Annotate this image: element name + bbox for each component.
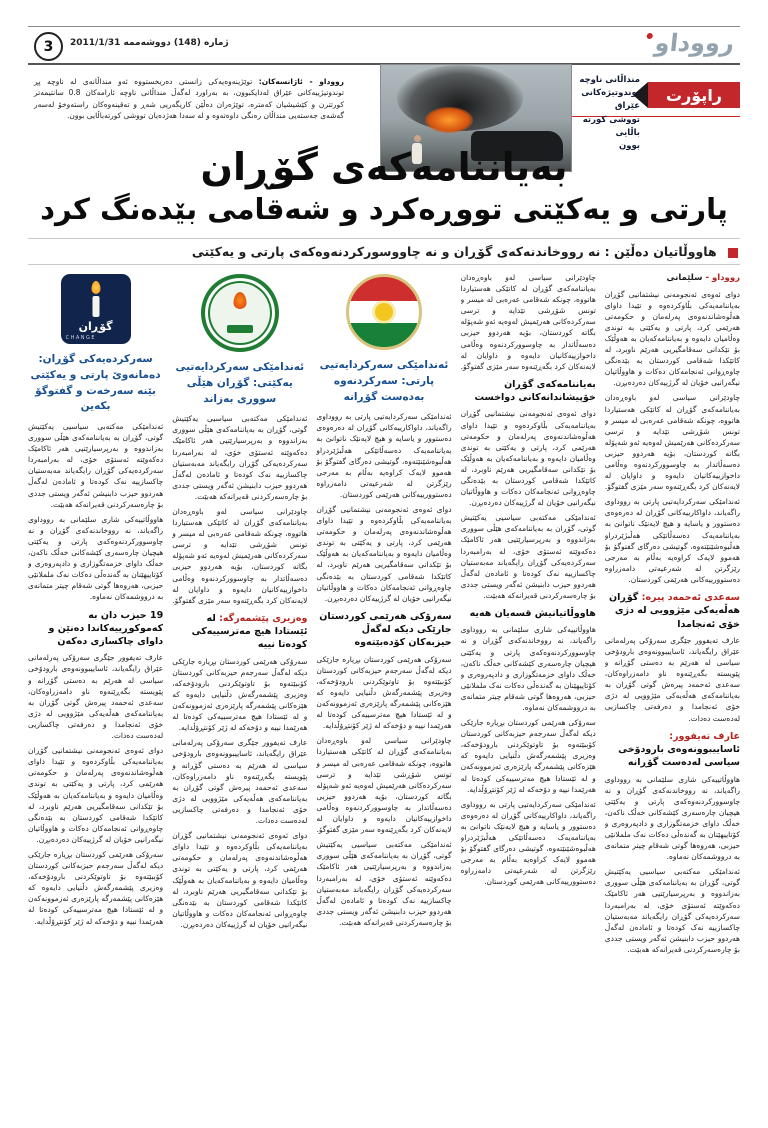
teaser-line: منداڵانی ناوچە <box>579 75 640 85</box>
body-paragraph: سەرۆکی هەرێمی کوردستان بڕیارە جارێکی دیکە لەگەڵ سەرجەم حیزبەکانی کوردستان کۆببێتەوە بۆ تاوتوێکردنی بارودۆخەکە، وەزیری پێشمەرگەش دڵنیایی دایەوە کە هێزەکانی پێشمەرگە پارێزەری ئەزموونەکەن و لە ئێستادا هیچ مەترسییەکی کودەتا لە هەرێمدا نییە و دۆخەکە لە ژێر کۆنتڕۆڵدایە. <box>172 656 308 733</box>
torch-base-shape <box>227 325 253 333</box>
body-paragraph: دوای ئەوەی ئەنجومەنی نیشتمانیی گۆڕان بەیاننامەیەکی بڵاوکردەوە و تێیدا داوای هەڵوەشاندنەوەی پەرلەمان و حکومەتی هەرێمی کرد، پارتی و یەکێتی بە توندی وەڵامیان دایەوە و بەیاننامەکەیان بە هەوڵێک بۆ تێکدانی سەقامگیریی هەرێم ناوبرد، لە کاتێکدا شەقامی کوردستان بە بێدەنگی چاوەڕوانی ئەنجامەکان دەکات و هاووڵاتیان نیگەرانیی خۆیان لە گرژییەکان دەردەبڕن. <box>28 746 164 844</box>
section-header-president: سەرۆکی هەرێمی کوردستان جارێکی دیکە لەگەڵ حیزبەکان کۆدەبێتەوە <box>319 610 452 649</box>
report-teaser <box>572 74 640 153</box>
body-paragraph: عارف تەیفوور جێگری سەرۆکی پەرلەمانی عێراق رایگەیاند، ئاساییبوونەوەی بارودۆخی سیاسی لە هەرێم بە دەستی گۆڕانە و پێویستە بگەڕێنەوە ناو دامەزراوەکان، سەعدی ئەحمەد پیرەش گوتی گۆڕان بە بەیاننامەکەی هەڵەیەکی مێژوویی لە دژی خۆی ئەنجامدا و دەرفەتی چاکسازیی لەدەست دەدات. <box>28 653 164 741</box>
main-headline-line1: بەیاننامەکەی گۆڕان <box>200 145 568 189</box>
person-head <box>414 135 421 142</box>
flame-icon <box>233 292 246 309</box>
dateline-source: رووداو - <box>705 273 740 283</box>
body-paragraph: سەرۆکی هەرێمی کوردستان بڕیارە جارێکی دیکە لەگەڵ سەرجەم حیزبەکانی کوردستان کۆببێتەوە بۆ تاوتوێکردنی بارودۆخەکە، وەزیری پێشمەرگەش دڵنیایی دایەوە کە هێزەکانی پێشمەرگە پارێزەری ئەزموونەکەن و لە ئێستادا هیچ مەترسییەکی کودەتا لە هەرێمدا نییە و دۆخەکە لە ژێر کۆنتڕۆڵدایە. <box>28 849 164 926</box>
teaser-line: توندوتیژەکانی عێراق <box>581 88 640 112</box>
red-square-bullet <box>728 248 738 258</box>
deck-text: هاووڵاتیان دەڵێن : نە رووخاندنەکەی گۆڕان و نە چاووسورکردنەوەکەی پارتی و یەکێتی <box>191 244 717 259</box>
main-headline-line2: پارتی و یەکێتی تووڕەکرد و شەقامی بێدەنگ کرد <box>40 191 728 226</box>
section-header-parties: 19 حیزب دان بە کەموکوڕییەکاندا دەنێن و داوای چاکسازی دەکەن <box>48 609 164 648</box>
body-paragraph: چاودێرانی سیاسی لەو باوەڕەدان بەیاننامەکەی گۆڕان لە کاتێکی هەستیاردا هاتووە، چونکە شەقامی عەرەبی لە میسر و تونس شۆڕشی تێدایە و ترسی سەرکردەکانی هەرێمیش لەوەیە ئەو شەپۆلە بگاتە کوردستان، بۆیە هەردوو حیزبی دەسەڵاتدار بە چاوسوورکردنەوە وەڵامی داخوازییەکانیان دایەوە و داوایان لە لایەنەکان کرد بگەڕێنەوە سەر مێزی گفتوگۆ. <box>460 273 596 371</box>
page-number: 3 <box>34 32 63 61</box>
section-header-statement: بەیاننامەکەی گۆڕان خۆپیشاندانەکانی دواخست <box>474 378 596 404</box>
caption-text: توێژینەوەیەکی زانستی دەریخستووە ئەو منداڵانەی لە ناوچە پڕ توندوتیژییەکانی عێراق لەدایکبوون، بە بەراورد لەگەڵ منداڵانی ناوچە ئارامەکان 0.8 سانتیمەتر کورتترن و کێشیشیان کەمترە، توێژەران دەڵێن کاریگەریی شەڕ و تەقینەوەکان راستەوخۆ لەسەر گەشەی جەستەیی منداڵان رەنگی داوەتەوە و لە سەدا هەژدەیان تووشی کورتەباڵایی بوون. <box>34 77 344 120</box>
kdp-party-logo <box>346 274 422 350</box>
body-paragraph: ئەندامێکی مەکتەبی سیاسیی یەکێتیش گوتی، گۆڕان بە بەیاننامەکەی هێڵی سووری بەزاندووە و بەرپرسیارێتیی هەر ئاکامێک دەکەوێتە ئەستۆی خۆی، لە بەرامبەردا سەرکردەیەکی گۆڕان رایگەیاند مەبەستیان چاکسازییە نەک کودەتا و ئامادەن لەگەڵ هەردوو حیزب دابنیشن ئەگەر ویستی جددی بۆ چارەسەرکردنی قەیرانەکە هەبێت. <box>28 422 164 509</box>
section-header-arif <box>605 730 740 770</box>
teaser-line: بوون <box>618 140 640 151</box>
header-text: ئاساییبوونەوەی بارودۆخی سیاسی لەدەست گۆڕانە <box>618 743 740 769</box>
body-paragraph: ئەندامێکی مەکتەبی سیاسیی یەکێتیش گوتی، گۆڕان بە بەیاننامەکەی هێڵی سووری بەزاندووە و بەرپرسیارێتیی هەر ئاکامێک دەکەوێتە ئەستۆی خۆی، لە بەرامبەردا سەرکردەیەکی گۆڕان رایگەیاند مەبەستیان چاکسازییە نەک کودەتا و ئامادەن لەگەڵ هەردوو حیزب دابنیشن ئەگەر ویستی جددی بۆ چارەسەرکردنی قەیرانەکە هەبێت. <box>316 840 452 927</box>
body-paragraph: ئەندامێکی سەرکردایەتیی پارتی بە رووداوی راگەیاند، داواکارییەکانی گۆڕان لە دەرەوەی دەستوور و یاسایە و هیچ لایەنێک ناتوانێ بە بەیاننامەیەک دەسەڵاتێکی هەڵبژێردراو هەڵبوەشێنێتەوە، گوتیشی دەرگای گفتوگۆ بۆ هەموو لایەک کراوەیە بەڵام بە مەرجی رێزگرتن لە شەرعیەتی دامەزراوە دەستوورییەکانی هەرێمی کوردستان. <box>604 497 740 584</box>
masthead <box>28 26 740 65</box>
speaker-name: وەزیری پێشمەرگە: <box>219 612 308 624</box>
section-header-saadi <box>605 591 740 631</box>
body-paragraph: هاووڵاتییەکی شاری سلێمانی بە رووداوی راگەیاند، نە رووخاندنەکەی گۆڕان و نە چاوسوورکردنەوەکەی پارتی و یەکێتی هیچیان چارەسەری کێشەکانی خەڵک ناکەن، خەڵک داوای خزمەتگوزاری و دادپەروەری و کۆتاییهێنان بە گەندەڵی دەکات نەک ململانێی حیزبی، هەروەها گوتی شەقام چیتر متمانەی بە درووشمەکان نەماوە. <box>28 514 164 602</box>
body-paragraph: عارف تەیفوور جێگری سەرۆکی پەرلەمانی عێراق رایگەیاند، ئاساییبوونەوەی بارودۆخی سیاسی لە هەرێم بە دەستی گۆڕانە و پێویستە بگەڕێنەوە ناو دامەزراوەکان، سەعدی ئەحمەد پیرەش گوتی گۆڕان بە بەیاننامەکەی هەڵەیەکی مێژوویی لە دژی خۆی ئەنجامدا و دەرفەتی چاکسازیی لەدەست دەدات. <box>604 635 740 723</box>
puk-party-logo <box>201 274 279 352</box>
teaser-line: تووشی کورتە باڵایی <box>582 114 640 138</box>
candle-icon <box>92 296 99 317</box>
body-paragraph: ئەندامێکی مەکتەبی سیاسیی یەکێتیش گوتی، گۆڕان بە بەیاننامەکەی هێڵی سووری بەزاندووە و بەرپرسیارێتیی هەر ئاکامێک دەکەوێتە ئەستۆی خۆی، لە بەرامبەردا سەرکردەیەکی گۆڕان رایگەیاند مەبەستیان چاکسازییە نەک کودەتا و ئامادەن لەگەڵ هەردوو حیزب دابنیشن ئەگەر ویستی جددی بۆ چارەسەرکردنی قەیرانەکە هەبێت. <box>172 414 308 501</box>
column-1 <box>605 272 740 1108</box>
issue-date-line: ژمارە (148) دووشەممە 2011/1/31 <box>70 38 229 48</box>
body-paragraph: سەرۆکی هەرێمی کوردستان بڕیارە جارێکی دیکە لەگەڵ سەرجەم حیزبەکانی کوردستان کۆببێتەوە بۆ تاوتوێکردنی بارودۆخەکە، وەزیری پێشمەرگەش دڵنیایی دایەوە کە هێزەکانی پێشمەرگە پارێزەری ئەزموونەکەن و لە ئێستادا هیچ مەترسییەکی کودەتا لە هەرێمدا نییە و دۆخەکە لە ژێر کۆنتڕۆڵدایە. <box>460 718 596 794</box>
body-paragraph: دوای ئەوەی ئەنجومەنی نیشتمانیی گۆڕان بەیاننامەیەکی بڵاوکردەوە و تێیدا داوای هەڵوەشاندنەوەی پەرلەمان و حکومەتی هەرێمی کرد، پارتی و یەکێتی بە توندی وەڵامیان دایەوە و بەیاننامەکەیان بە هەوڵێک بۆ تێکدانی سەقامگیریی هەرێم ناوبرد، لە کاتێکدا شەقامی کوردستان بە بێدەنگی چاوەڕوانی ئەنجامەکان دەکات و هاووڵاتیان نیگەرانیی خۆیان لە گرژییەکان دەردەبڕن. <box>604 289 740 388</box>
headline-block <box>28 146 740 226</box>
body-paragraph: چاودێرانی سیاسی لەو باوەڕەدان بەیاننامەکەی گۆڕان لە کاتێکی هەستیاردا هاتووە، چونکە شەقامی عەرەبی لە میسر و تونس شۆڕشی تێدایە و ترسی سەرکردەکانی هەرێمیش لەوەیە ئەو شەپۆلە بگاتە کوردستان، بۆیە هەردوو حیزبی دەسەڵاتدار بە چاوسوورکردنەوە وەڵامی داخوازییەکانیان دایەوە و داوایان لە لایەنەکان کرد بگەڕێنەوە سەر مێزی گفتوگۆ. <box>316 736 452 835</box>
dateline <box>605 272 740 285</box>
body-paragraph: ئەندامێکی سەرکردایەتیی پارتی بە رووداوی راگەیاند، داواکارییەکانی گۆڕان لە دەرەوەی دەستوور و یاسایە و هیچ لایەنێک ناتوانێ بە بەیاننامەیەک دەسەڵاتێکی هەڵبژێردراو هەڵبوەشێنێتەوە، گوتیشی دەرگای گفتوگۆ بۆ هەموو لایەک کراوەیە بەڵام بە مەرجی رێزگرتن لە شەرعیەتی دامەزراوە دەستوورییەکانی هەرێمی کوردستان. <box>316 412 452 499</box>
gorran-logo-subtext: CHANGE <box>65 334 97 341</box>
body-paragraph: هاووڵاتییەکی شاری سلێمانی بە رووداوی راگەیاند، نە رووخاندنەکەی گۆڕان و نە چاوسوورکردنەوەکەی پارتی و یەکێتی هیچیان چارەسەری کێشەکانی خەڵک ناکەن، خەڵک داوای خزمەتگوزاری و دادپەروەری و کۆتاییهێنان بە گەندەڵی دەکات نەک ململانێی حیزبی، هەروەها گوتی شەقام چیتر متمانەی بە درووشمەکان نەماوە. <box>460 625 596 712</box>
body-paragraph: چاودێرانی سیاسی لەو باوەڕەدان بەیاننامەکەی گۆڕان لە کاتێکی هەستیاردا هاتووە، چونکە شەقامی عەرەبی لە میسر و تونس شۆڕشی تێدایە و ترسی سەرکردەکانی هەرێمیش لەوەیە ئەو شەپۆلە بگاتە کوردستان، بۆیە هەردوو حیزبی دەسەڵاتدار بە چاوسوورکردنەوە وەڵامی داخوازییەکانیان دایەوە و داوایان لە لایەنەکان کرد بگەڕێنەوە سەر مێزی گفتوگۆ. <box>604 393 740 492</box>
column-5 <box>28 272 163 1108</box>
section-header-minister <box>172 612 307 652</box>
candle-flame-icon <box>91 281 100 294</box>
gorran-party-logo <box>61 274 131 344</box>
body-paragraph: دوای ئەوەی ئەنجومەنی نیشتمانیی گۆڕان بەیاننامەیەکی بڵاوکردەوە و تێیدا داوای هەڵوەشاندنەوەی پەرلەمان و حکومەتی هەرێمی کرد، پارتی و یەکێتی بە توندی وەڵامیان دایەوە و بەیاننامەکەیان بە هەوڵێک بۆ تێکدانی سەقامگیریی هەرێم ناوبرد، لە کاتێکدا شەقامی کوردستان بە بێدەنگی چاوەڕوانی ئەنجامەکان دەکات و هاووڵاتیان نیگەرانیی خۆیان لە گرژییەکان دەردەبڕن. <box>316 505 452 603</box>
article-body <box>28 272 740 1108</box>
column-2 <box>461 272 596 1108</box>
newspaper-logo: رووداو <box>653 29 736 57</box>
body-paragraph: چاودێرانی سیاسی لەو باوەڕەدان بەیاننامەکەی گۆڕان لە کاتێکی هەستیاردا هاتووە، چونکە شەقامی عەرەبی لە میسر و تونس شۆڕشی تێدایە و ترسی سەرکردەکانی هەرێمیش لەوەیە ئەو شەپۆلە بگاتە کوردستان، بۆیە هەردوو حیزبی دەسەڵاتدار بە چاوسوورکردنەوە وەڵامی داخوازییەکانیان دایەوە و داوایان لە لایەنەکان کرد بگەڕێنەوە سەر مێزی گفتوگۆ. <box>172 507 308 605</box>
body-paragraph: سەرۆکی هەرێمی کوردستان بڕیارە جارێکی دیکە لەگەڵ سەرجەم حیزبەکانی کوردستان کۆببێتەوە بۆ تاوتوێکردنی بارودۆخەکە، وەزیری پێشمەرگەش دڵنیایی دایەوە کە هێزەکانی پێشمەرگە پارێزەری ئەزموونەکەن و لە ئێستادا هیچ مەترسییەکی کودەتا لە هەرێمدا نییە و دۆخەکە لە ژێر کۆنتڕۆڵدایە. <box>316 654 452 731</box>
subarticle-header-gorran: سەرکردەیەکی گۆڕان: دەمانەوێ پارتی و یەکێتی بێنە سەرخەت و گفتوگۆ بکەین <box>30 353 161 413</box>
subarticle-header-puk: ئەندامێکی سەرکردایەتیی یەکێتی: گۆڕان هێڵی سووری بەزاند <box>175 361 305 405</box>
dateline-city: سلێمانی <box>666 273 703 283</box>
report-banner-label: راپۆرت <box>665 85 723 105</box>
sun-icon <box>375 303 393 321</box>
body-paragraph: هاووڵاتییەکی شاری سلێمانی بە رووداوی راگەیاند، نە رووخاندنەکەی گۆڕان و نە چاوسوورکردنەوەکەی پارتی و یەکێتی هیچیان چارەسەری کێشەکانی خەڵک ناکەن، خەڵک داوای خزمەتگوزاری و دادپەروەری و کۆتاییهێنان بە گەندەڵی دەکات نەک ململانێی حیزبی، هەروەها گوتی شەقام چیتر متمانەی بە درووشمەکان نەماوە. <box>604 774 740 862</box>
column-4 <box>172 272 307 1108</box>
body-paragraph: دوای ئەوەی ئەنجومەنی نیشتمانیی گۆڕان بەیاننامەیەکی بڵاوکردەوە و تێیدا داوای هەڵوەشاندنەوەی پەرلەمان و حکومەتی هەرێمی کرد، پارتی و یەکێتی بە توندی وەڵامیان دایەوە و بەیاننامەکەیان بە هەوڵێک بۆ تێکدانی سەقامگیریی هەرێم ناوبرد، لە کاتێکدا شەقامی کوردستان بە بێدەنگی چاوەڕوانی ئەنجامەکان دەکات و هاووڵاتیان نیگەرانیی خۆیان لە گرژییەکان دەردەبڕن. <box>172 831 308 929</box>
deck-line <box>28 238 740 265</box>
fire-shape <box>425 107 473 133</box>
speaker-name: سەعدی ئەحمەد پیرە: <box>641 592 740 604</box>
body-paragraph: عارف تەیفوور جێگری سەرۆکی پەرلەمانی عێراق رایگەیاند، ئاساییبوونەوەی بارودۆخی سیاسی لە هەرێم بە دەستی گۆڕانە و پێویستە بگەڕێنەوە ناو دامەزراوەکان، سەعدی ئەحمەد پیرەش گوتی گۆڕان بە بەیاننامەکەی هەڵەیەکی مێژوویی لە دژی خۆی ئەنجامدا و دەرفەتی چاکسازیی لەدەست دەدات. <box>172 738 308 826</box>
body-paragraph: ئەندامێکی سەرکردایەتیی پارتی بە رووداوی راگەیاند، داواکارییەکانی گۆڕان لە دەرەوەی دەستوور و یاسایە و هیچ لایەنێک ناتوانێ بە بەیاننامەیەک دەسەڵاتێکی هەڵبژێردراو هەڵبوەشێنێتەوە، گوتیشی دەرگای گفتوگۆ بۆ هەموو لایەک کراوەیە بەڵام بە مەرجی رێزگرتن لە شەرعیەتی دامەزراوە دەستوورییەکانی هەرێمی کوردستان. <box>460 799 596 887</box>
body-paragraph: دوای ئەوەی ئەنجومەنی نیشتمانیی گۆڕان بەیاننامەیەکی بڵاوکردەوە و تێیدا داوای هەڵوەشاندنەوەی پەرلەمان و حکومەتی هەرێمی کرد، پارتی و یەکێتی بە توندی وەڵامیان دایەوە و بەیاننامەکەیان بە هەوڵێک بۆ تێکدانی سەقامگیریی هەرێم ناوبرد، لە کاتێکدا شەقامی کوردستان بە بێدەنگی چاوەڕوانی ئەنجامەکان دەکات و هاووڵاتیان نیگەرانیی خۆیان لە گرژییەکان دەردەبڕن. <box>460 409 596 508</box>
report-banner <box>648 82 740 108</box>
header-text: لە ئێستادا هیچ مەترسییەکی کودەتا نییە <box>191 612 308 651</box>
photo-caption <box>34 76 344 121</box>
body-paragraph: ئەندامێکی مەکتەبی سیاسیی یەکێتیش گوتی، گۆڕان بە بەیاننامەکەی هێڵی سووری بەزاندووە و بەرپرسیارێتیی هەر ئاکامێک دەکەوێتە ئەستۆی خۆی، لە بەرامبەردا سەرکردەیەکی گۆڕان رایگەیاند مەبەستیان چاکسازییە نەک کودەتا و ئامادەن لەگەڵ هەردوو حیزب دابنیشن ئەگەر ویستی جددی بۆ چارەسەرکردنی قەیرانەکە هەبێت. <box>460 513 596 600</box>
body-paragraph: ئەندامێکی مەکتەبی سیاسیی یەکێتیش گوتی، گۆڕان بە بەیاننامەکەی هێڵی سووری بەزاندووە و بەرپرسیارێتیی هەر ئاکامێک دەکەوێتە ئەستۆی خۆی، لە بەرامبەردا سەرکردەیەکی گۆڕان رایگەیاند مەبەستیان چاکسازییە نەک کودەتا و ئامادەن لەگەڵ هەردوو حیزب دابنیشن ئەگەر ویستی جددی بۆ چارەسەرکردنی قەیرانەکە هەبێت. <box>604 867 740 954</box>
caption-source: رووداو - ئاژانسەکان: <box>258 77 344 86</box>
subarticle-header-kdp: ئەندامێکی سەرکردایەتیی پارتی: سەرکردنەوە بەدەست گۆڕانە <box>319 359 449 403</box>
gorran-logo-label: گۆڕان <box>78 319 113 333</box>
speaker-name: عارف تەیفوور: <box>669 730 740 742</box>
column-3 <box>316 272 451 1108</box>
header-text: گۆڕان هەڵەیەکی مێژوویی لە دژی خۆی ئەنجامدا <box>609 592 740 630</box>
section-header-citizens: هاووڵاتیانیش قسەیان هەیە <box>469 608 596 620</box>
